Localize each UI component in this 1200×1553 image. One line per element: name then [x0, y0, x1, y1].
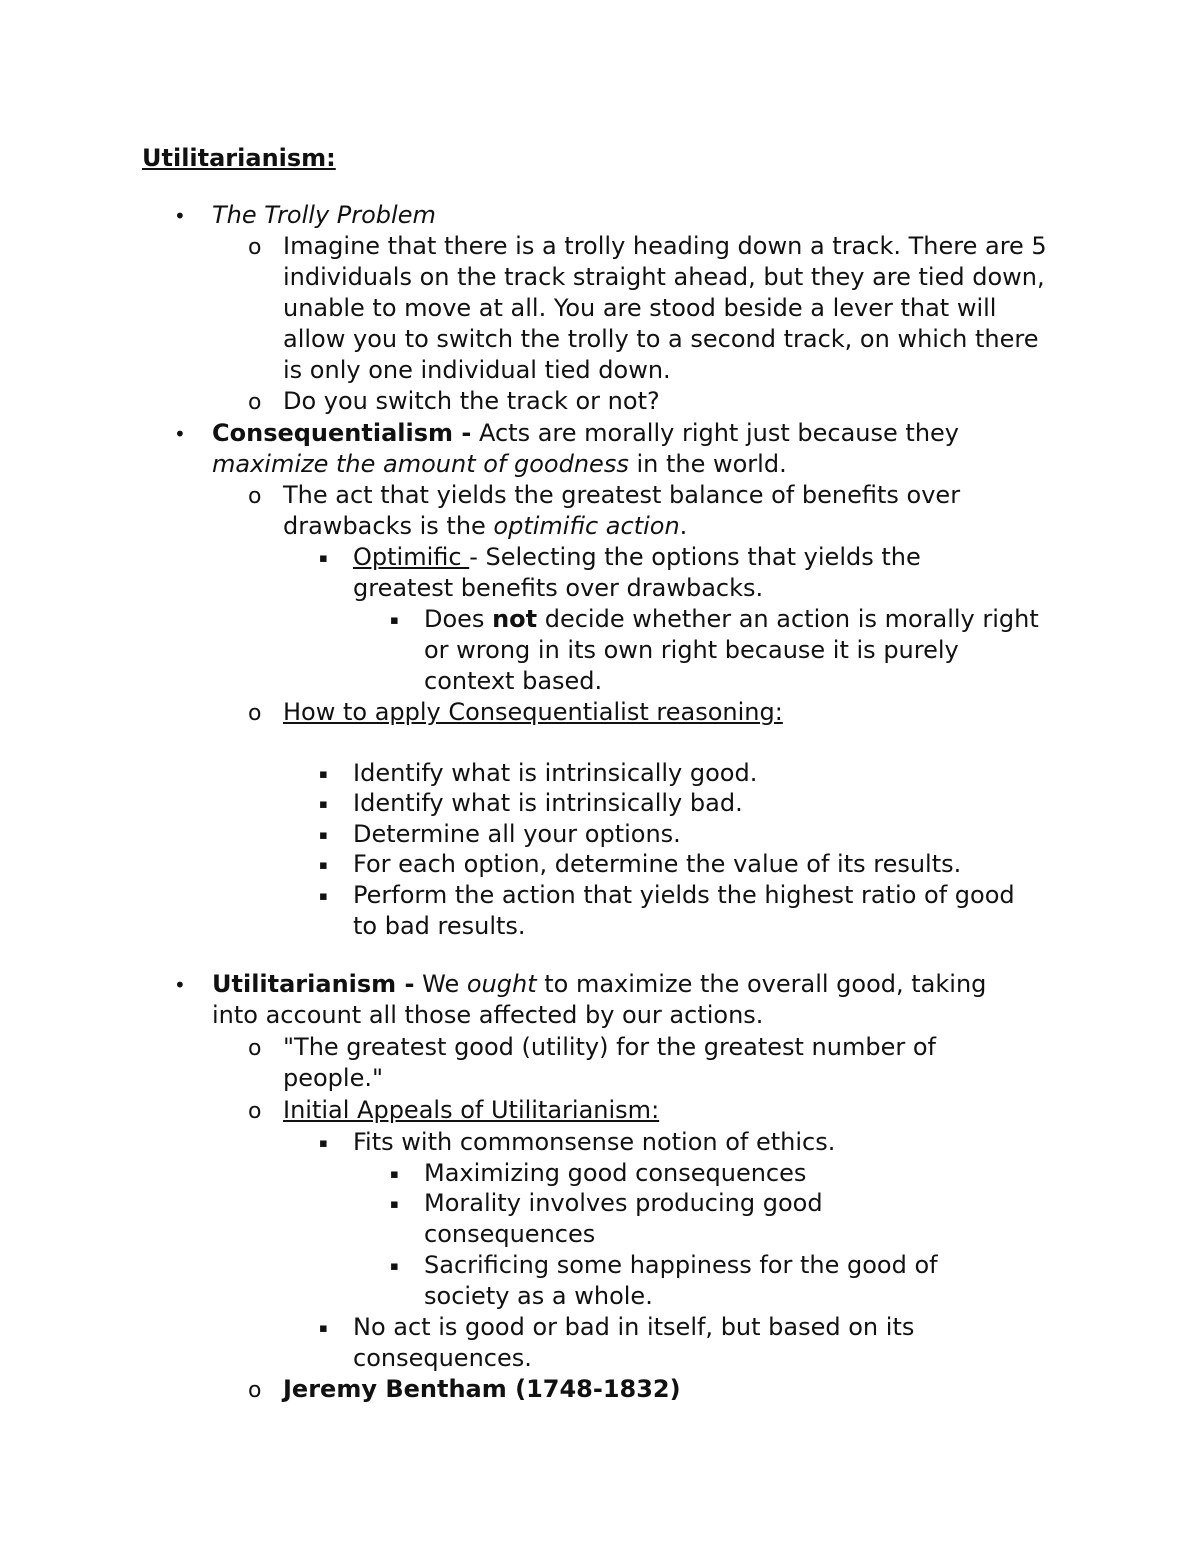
trolley-question: Do you switch the track or not?: [283, 387, 660, 415]
square-marker: ▪: [319, 828, 328, 843]
apply-step: Identify what is intrinsically bad.: [353, 789, 743, 817]
bullet-marker: •: [174, 422, 186, 446]
bullet-marker: •: [174, 973, 186, 997]
square-marker: ▪: [390, 1259, 399, 1274]
circle-marker: o: [248, 701, 262, 726]
optimific-action-text: The act that yields the greatest balance of benefits over drawbacks is the optimific action.: [283, 481, 961, 540]
trolley-scenario: Imagine that there is a trolly heading down a track. There are 5 individuals on the track straight ahead, but they are tied down, unable to move at all. You are stood beside a lever that will allow you to switch the trolly to a second track, on which there is only one individual tied down.: [283, 232, 1047, 384]
appeal-item: No act is good or bad in itself, but based on its consequences.: [353, 1313, 915, 1372]
utility-quote: "The greatest good (utility) for the greatest number of people.": [283, 1033, 936, 1092]
apply-step: For each option, determine the value of its results.: [353, 850, 962, 878]
circle-marker: o: [248, 1378, 262, 1403]
square-marker: ▪: [319, 551, 328, 566]
bentham-heading: Jeremy Bentham (1748-1832): [283, 1375, 681, 1403]
appeals-heading: Initial Appeals of Utilitarianism:: [283, 1096, 660, 1124]
appeal-subitem: Morality involves producing good consequences: [424, 1189, 823, 1248]
circle-marker: o: [248, 235, 262, 260]
trolley-heading: The Trolly Problem: [212, 201, 436, 229]
utilitarianism-definition: Utilitarianism - We ought to maximize the overall good, taking into account all those affected by our actions.: [212, 970, 987, 1029]
circle-marker: o: [248, 1099, 262, 1124]
square-marker: ▪: [319, 797, 328, 812]
apply-step: Perform the action that yields the highest ratio of good to bad results.: [353, 881, 1015, 940]
appeal-item: Fits with commonsense notion of ethics.: [353, 1128, 836, 1156]
square-marker: ▪: [319, 1321, 328, 1336]
appeal-subitem: Maximizing good consequences: [424, 1159, 807, 1187]
circle-marker: o: [248, 390, 262, 415]
apply-step: Determine all your options.: [353, 820, 681, 848]
square-marker: ▪: [390, 1167, 399, 1182]
consequentialism-definition: Consequentialism - Acts are morally right just because they maximize the amount of goodness in the world.: [212, 419, 959, 478]
square-marker: ▪: [319, 1136, 328, 1151]
square-marker: ▪: [390, 1197, 399, 1212]
apply-heading: How to apply Consequentialist reasoning:: [283, 698, 783, 726]
circle-marker: o: [248, 484, 262, 509]
apply-step: Identify what is intrinsically good.: [353, 759, 758, 787]
bullet-marker: •: [174, 204, 186, 228]
optimific-definition: Optimific - Selecting the options that yields the greatest benefits over drawbacks.: [353, 543, 921, 602]
square-marker: ▪: [319, 889, 328, 904]
optimific-note: Does not decide whether an action is morally right or wrong in its own right because it is purely context based.: [424, 605, 1039, 695]
circle-marker: o: [248, 1036, 262, 1061]
appeal-subitem: Sacrificing some happiness for the good of society as a whole.: [424, 1251, 938, 1310]
square-marker: ▪: [319, 767, 328, 782]
square-marker: ▪: [319, 858, 328, 873]
page-title: Utilitarianism:: [142, 144, 336, 172]
square-marker: ▪: [390, 613, 399, 628]
